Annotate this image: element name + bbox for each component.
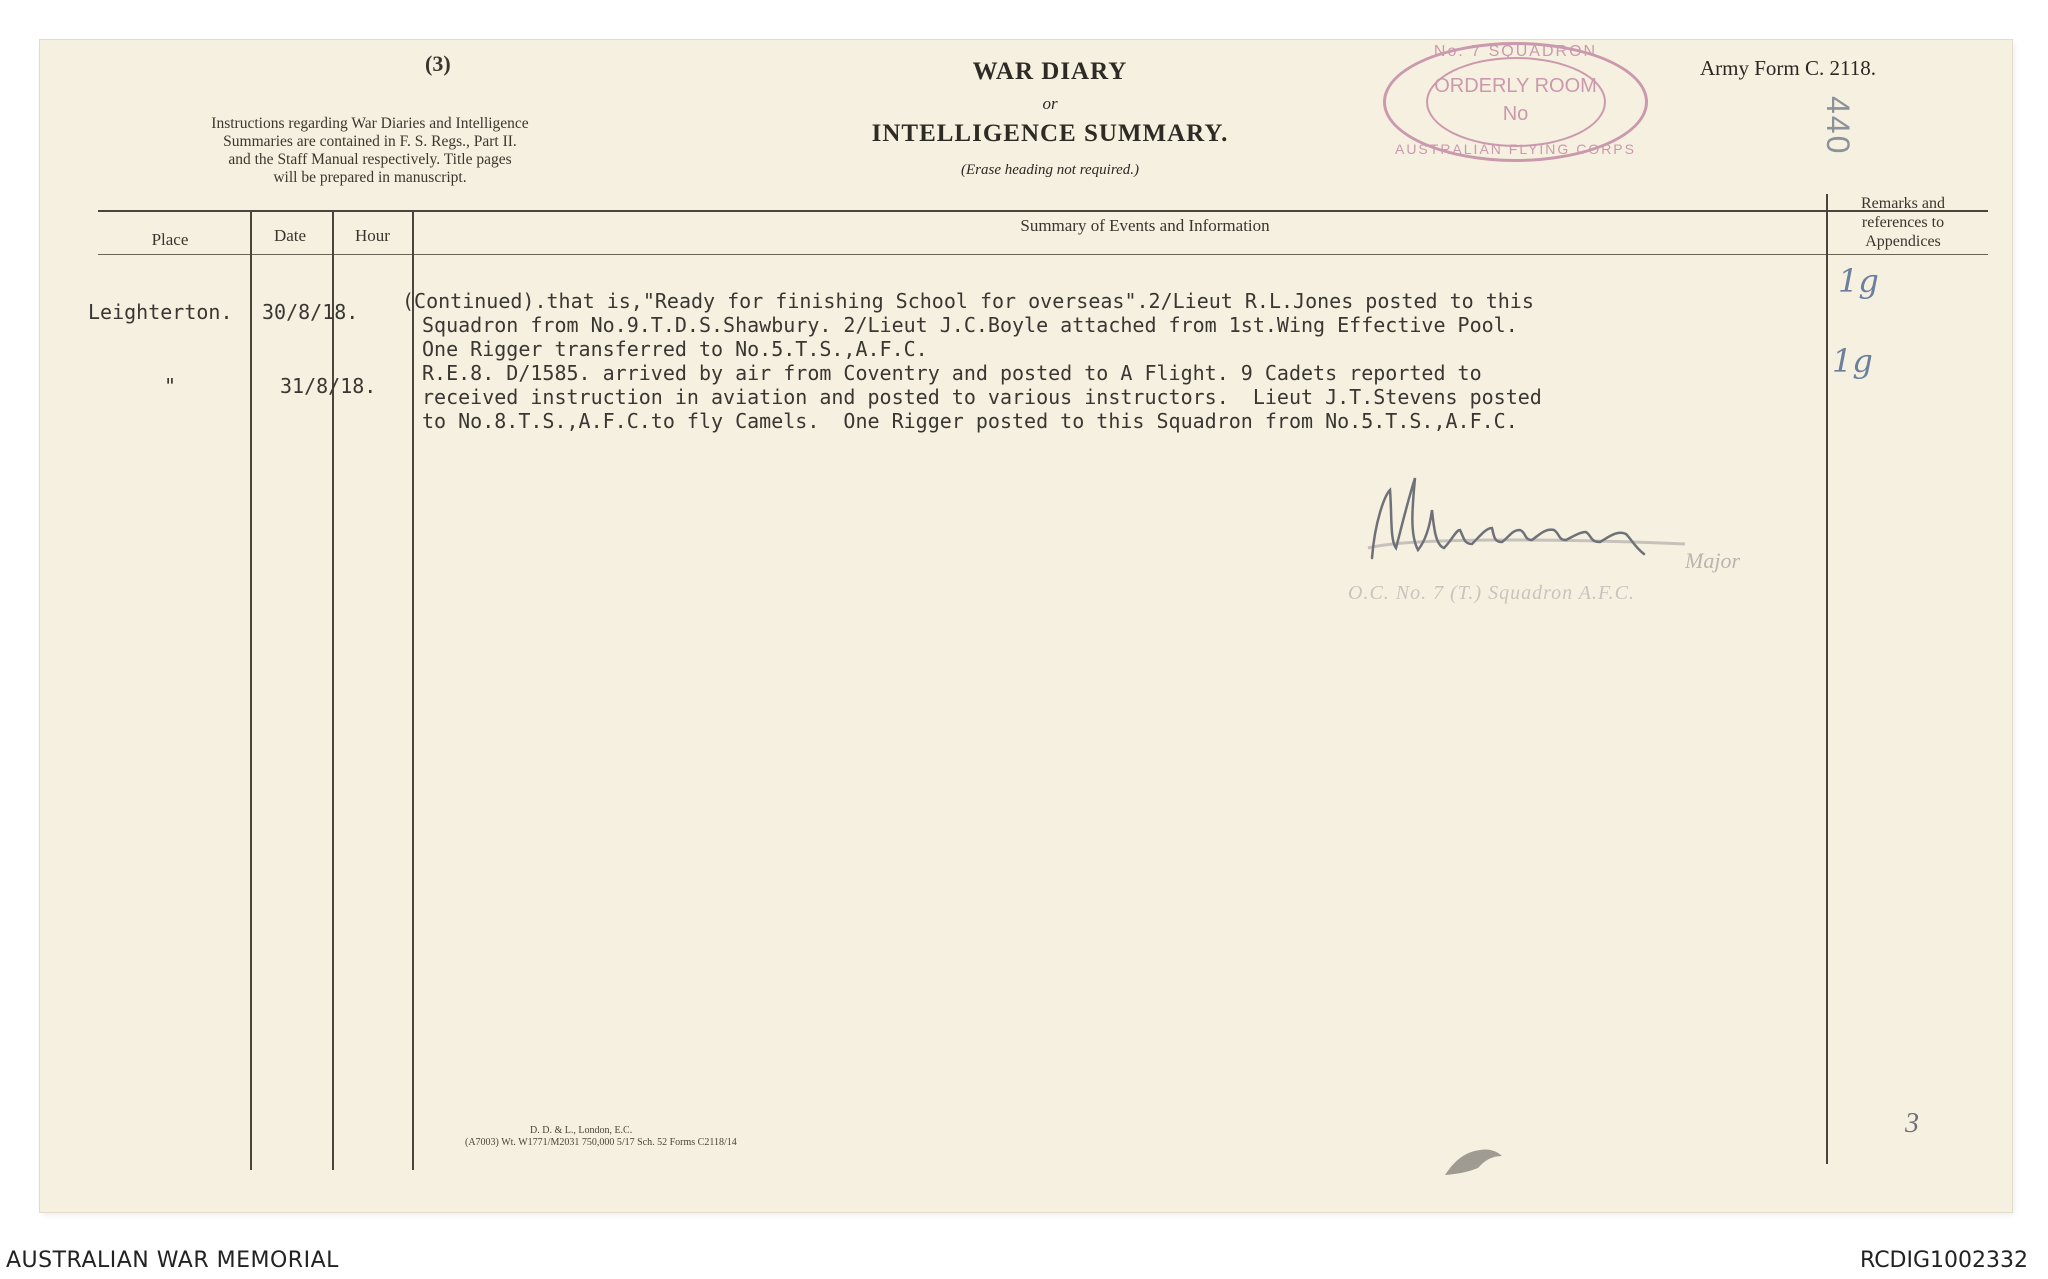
corner-page-number: 3 — [1905, 1108, 1919, 1139]
column-header-date: Date — [273, 226, 307, 245]
orderly-room-stamp — [1383, 42, 1648, 162]
entry-summary-line: R.E.8. D/1585. arrived by air from Coventry and posted to A Flight. 9 Cadets reported to — [422, 361, 1482, 385]
header-bottom-rule — [98, 254, 1988, 255]
column-header-hour: Hour — [355, 226, 390, 245]
printer-imprint-line: (A7003) Wt. W1771/M2031 750,000 5/17 Sch. 52 Forms C2118/14 — [465, 1137, 737, 1148]
remarks-header-line: references to — [1861, 214, 1945, 231]
page-number: (3) — [425, 51, 451, 76]
form-title-or: or — [1042, 94, 1058, 113]
form-subtitle: INTELLIGENCE SUMMARY. — [871, 120, 1229, 147]
column-divider-summary-remarks — [1826, 194, 1828, 1164]
column-divider-place-date — [250, 210, 252, 1170]
instructions-line: will be prepared in manuscript. — [273, 169, 467, 186]
printer-imprint — [465, 1125, 915, 1149]
entry-date: 31/8/18. — [280, 374, 377, 398]
entry-place: " — [164, 374, 177, 398]
archive-reference: RCDIG1002332 — [1860, 1248, 2029, 1273]
stamp-ring-bottom: AUSTRALIAN FLYING CORPS — [1394, 141, 1636, 157]
stamp-orderly-room: ORDERLY ROOM — [1434, 75, 1597, 97]
entry-summary-line: received instruction in aviation and posted to various instructors. Lieut J.T.Stevens posted — [422, 385, 1542, 409]
archive-credit: AUSTRALIAN WAR MEMORIAL — [6, 1248, 339, 1273]
remarks-header-line: Appendices — [1865, 233, 1941, 250]
header-top-rule — [98, 210, 1988, 212]
column-header-remarks — [1828, 194, 1978, 251]
instructions-note — [135, 115, 605, 187]
instructions-line: Summaries are contained in F. S. Regs., Part II. — [223, 133, 517, 150]
entry-summary-line: Squadron from No.9.T.D.S.Shawbury. 2/Lieut J.C.Boyle attached from 1st.Wing Effective Pool. — [422, 313, 1518, 337]
entry-summary-line: (Continued).that is,"Ready for finishing School for overseas".2/Lieut R.L.Jones posted to this — [402, 289, 1534, 313]
entry-summary-line: One Rigger transferred to No.5.T.S.,A.F.C. — [422, 337, 928, 361]
column-header-place: Place — [151, 230, 189, 249]
column-header-summary: Summary of Events and Information — [1020, 216, 1270, 235]
folio-number: 440 — [1820, 96, 1856, 156]
form-title: WAR DIARY — [972, 58, 1128, 85]
entry-place: Leighterton. — [88, 300, 233, 324]
stamp-number: No — [1502, 103, 1529, 125]
column-divider-hour-summary — [412, 210, 414, 1170]
column-divider-date-hour — [332, 210, 334, 1170]
printer-imprint-line: D. D. & L., London, E.C. — [530, 1125, 633, 1136]
handwritten-signature — [1360, 470, 1690, 585]
army-form-number: Army Form C. 2118. — [1700, 56, 1876, 80]
entry-date: 30/8/18. — [262, 300, 359, 324]
remark-initials: 1g — [1832, 342, 1873, 380]
remark-initials: 1g — [1838, 262, 1879, 300]
ink-smudge — [1440, 1130, 1510, 1180]
erase-note: (Erase heading not required.) — [960, 162, 1140, 178]
remarks-header-line: Remarks and — [1861, 195, 1945, 212]
signatory-rank: Major — [1685, 548, 1740, 573]
signatory-unit: O.C. No. 7 (T.) Squadron A.F.C. — [1348, 582, 1635, 604]
stamp-ring-top: No. 7 SQUADRON — [1433, 43, 1598, 60]
instructions-line: and the Staff Manual respectively. Title pages — [228, 151, 512, 168]
entry-summary-line: to No.8.T.S.,A.F.C.to fly Camels. One Rigger posted to this Squadron from No.5.T.S.,A.F.C. — [422, 409, 1518, 433]
instructions-line: Instructions regarding War Diaries and Intelligence — [211, 115, 529, 132]
